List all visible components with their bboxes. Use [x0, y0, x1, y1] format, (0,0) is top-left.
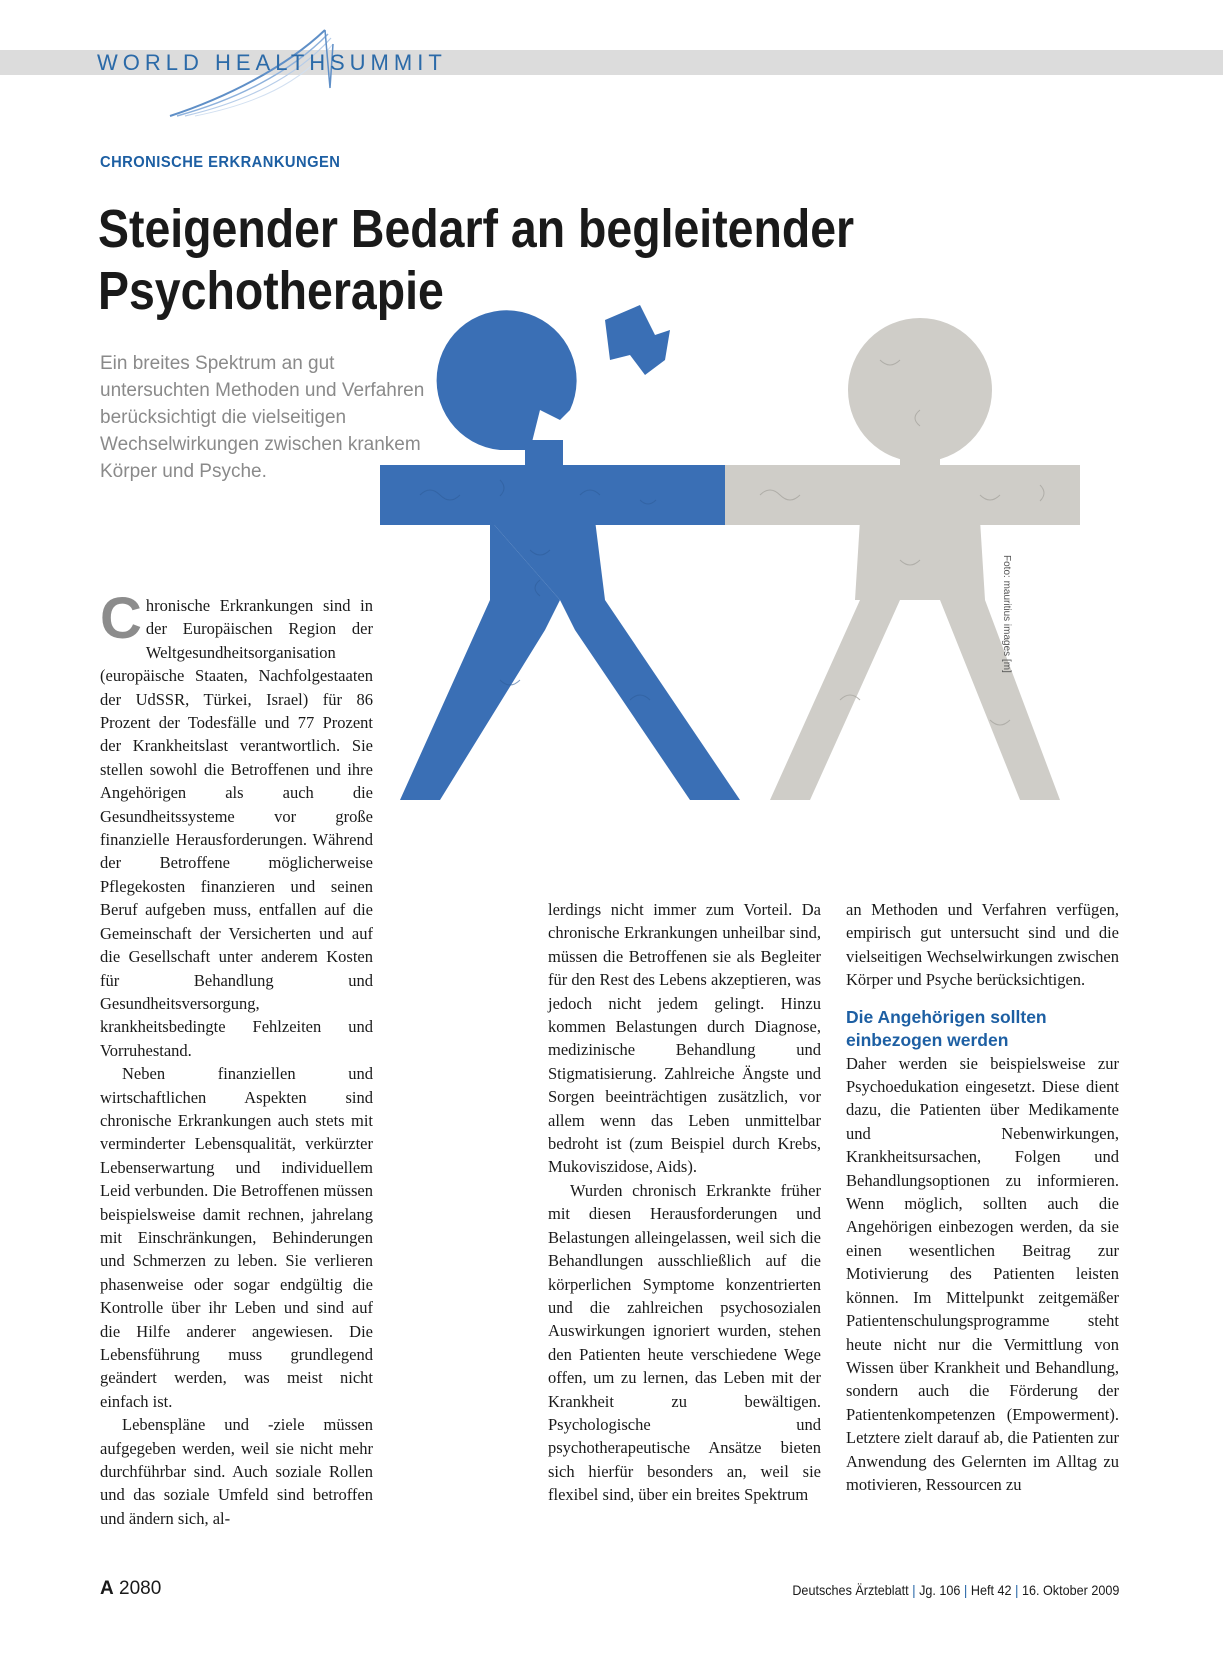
- drop-cap: C: [100, 586, 142, 651]
- headline-line-1: Steigender Bedarf an begleitender: [98, 199, 855, 259]
- journal-volume: Jg. 106: [918, 1582, 961, 1598]
- grey-puzzle-figure: [725, 318, 1080, 800]
- page-number: [100, 1578, 161, 1600]
- paragraph: [100, 586, 373, 1062]
- headline-line-2: Psychotherapie: [98, 261, 444, 321]
- paragraph: an Methoden und Verfahren verfügen, empirisch gut untersucht sind und die vielseitigen Wechselwirkungen zwischen Körper und Psyche berücksichtigen.: [846, 900, 1119, 990]
- paragraph: Neben finanziellen und wirtschaftlichen Aspekten sind chronische Erkrankungen auch stets mit verminderter Lebensqualität, verkürzter Lebenserwartung und individuellem Leid verbunden. Die Betroffenen müssen beispielsweise damit rechnen, jahrelang mit Einschränkungen, Behinderungen und Schmerzen zu leben. Sie verlieren phasenweise oder sogar endgültig die Kontrolle über ihr Leben und sind auf die Hilfe anderer angewiesen. Die Lebensführung muss grundlegend geändert werden, was meist nicht einfach ist.: [100, 1064, 373, 1411]
- paragraph: lerdings nicht immer zum Vorteil. Da chronische Erkrankungen unheilbar sind, müssen die Betroffenen sie als Begleiter für den Rest des Lebens akzeptieren, was jedoch nicht jedem gelingt. Hinzu kommen Belastungen durch Diagnose, medizinische Behandlung und Stigmatisierung. Zahlreiche Ängste und Sorgen beeinträchtigen zusätzlich, vor allem wenn das Leben unmittelbar bedroht ist (zum Beispiel durch Krebs, Mukoviszidose, Aids).: [548, 900, 821, 1177]
- section-subheading: [846, 1006, 1119, 1052]
- paragraph: Daher werden sie beispielsweise zur Psychoedukation eingesetzt. Diese dient dazu, die Patienten über Medikamente und Nebenwirkungen, Krankheitsursachen, Folgen und Behandlungsoptionen zu informieren. Wenn möglich, sollten auch die Angehörigen einbezogen werden, da sie einen wesentlichen Beitrag zur Motivierung des Patienten leisten können. Im Mittelpunkt zeitgemäßer Patientenschulungsprogramme steht heute nicht nur die Vermittlung von Wissen über Krankheit und Behandlung, sondern auch die Förderung der Patientenkompetenzen (Empowerment). Letztere zielt darauf ab, die Patienten zur Anwendung des Gelernten im Alltag zu motivieren, Ressourcen zu: [846, 1053, 1119, 1494]
- article-column-2: [548, 898, 821, 1507]
- subheading-line-1: Die Angehörigen sollten: [846, 1006, 1047, 1027]
- header-brand-right: SUMMIT: [330, 50, 447, 75]
- blue-puzzle-figure: [380, 305, 740, 800]
- article-column-3: [846, 898, 1119, 1496]
- puzzle-figures-illustration: [380, 300, 1100, 840]
- article-column-1: [100, 586, 373, 1530]
- article-kicker: CHRONISCHE ERKRANKUNGEN: [100, 154, 341, 171]
- journal-citation: Deutsches Ärzteblatt | Jg. 106 | Heft 42 | 16. Oktober 2009: [791, 1582, 1119, 1598]
- page-number-value: 2080: [119, 1578, 162, 1599]
- header-brand-left: WORLD HEALTH: [97, 50, 331, 75]
- journal-issue: Heft 42: [970, 1582, 1012, 1598]
- subheading-line-2: einbezogen werden: [846, 1029, 1009, 1050]
- paragraph-text: hronische Erkrankungen sind in der Europäischen Region der Weltgesundheitsorganisation (europäische Staaten, Nachfolgestaaten der UdSSR, Türkei, Israel) für 86 Prozent der Todesfälle und 77 Prozent der Krankheitslast verantwortlich. Sie stellen sowohl die Betroffenen und ihre Angehörigen als auch die Gesundheitssysteme vor große finanzielle Herausforderungen. Während der Betroffene möglicherweise Pflegekosten finanzieren und seinen Beruf aufgeben muss, entfallen auf die Gemeinschaft der Versicherten und auf die Gesellschaft unter anderem Kosten für Behandlung und Gesundheitsversorgung, krankheitsbedingte Fehlzeiten und Vorruhestand.: [100, 596, 373, 1060]
- page-prefix: A: [100, 1578, 114, 1599]
- article-lead: Ein breites Spektrum an gut untersuchten Methoden und Verfahren berücksichtigt die vielseitigen Wechselwirkungen zwischen krankem Körper und Psyche.: [100, 353, 425, 482]
- paragraph: Wurden chronisch Erkrankte früher mit diesen Herausforderungen und Belastungen alleingelassen, weil sich die Behandlungen ausschließlich auf die körperlichen Symptome konzentrierten und die zahlreichen psychosozialen Auswirkungen ignoriert wurden, stehen den Patienten heute verschiedene Wege offen, um zu lernen, das Leben mit der Krankheit zu bewältigen. Psychologische und psychotherapeutische Ansätze bieten sich hierfür besonders an, weil sie flexibel sind, über ein breites Spektrum: [548, 1180, 821, 1505]
- journal-date: 16. Oktober 2009: [1021, 1582, 1119, 1598]
- photo-credit: Foto: mauritius images [m]: [1001, 555, 1012, 673]
- journal-name: Deutsches Ärzteblatt: [791, 1582, 909, 1598]
- paragraph: Lebenspläne und -ziele müssen aufgegeben werden, weil sie nicht mehr durchführbar sind. Auch soziale Rollen und das soziale Umfeld sind betroffen und ändern sich, al-: [100, 1415, 373, 1528]
